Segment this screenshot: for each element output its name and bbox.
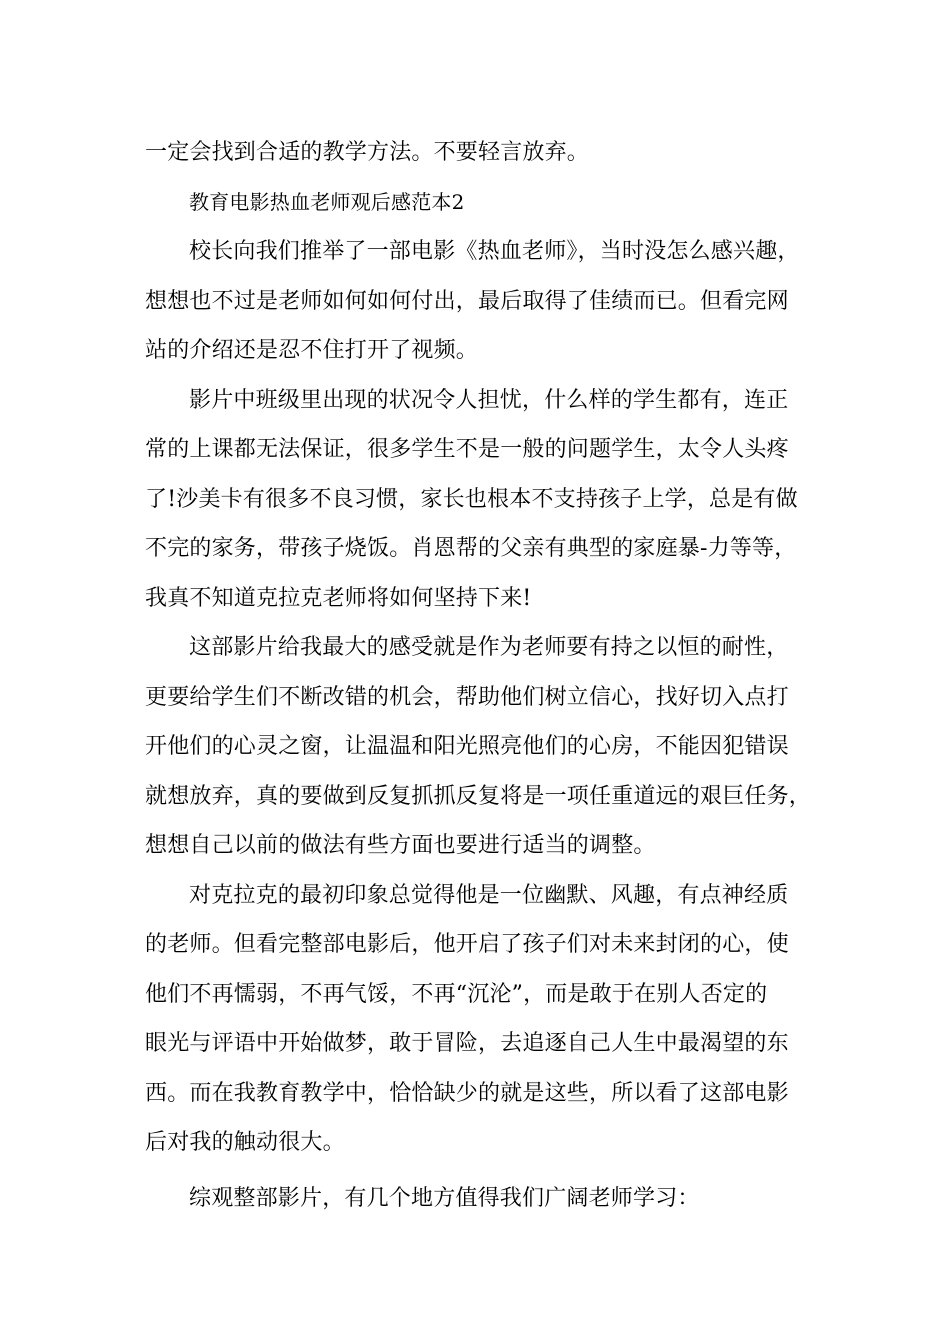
text-line: 眼光与评语中开始做梦，敢于冒险，去追逐自己人生中最渴望的东 — [145, 1031, 789, 1056]
text-line: 影片中班级里出现的状况令人担忧，什么样的学生都有，连正 — [189, 387, 789, 413]
text-line: 站的介绍还是忍不住打开了视频。 — [145, 338, 479, 363]
text-line: 我真不知道克拉克老师将如何坚持下来! — [145, 585, 532, 611]
text-line: 了!沙美卡有很多不良习惯，家长也根本不支持孩子上学，总是有做 — [145, 486, 798, 512]
text-line: 对克拉克的最初印象总觉得他是一位幽默、风趣，有点神经质 — [189, 882, 789, 908]
text-line: 他们不再懦弱，不再气馁，不再“沉沦”，而是敢于在别人否定的 — [145, 981, 768, 1007]
text-line: 更要给学生们不断改错的机会，帮助他们树立信心，找好切入点打 — [145, 684, 789, 710]
text-line: 这部影片给我最大的感受就是作为老师要有持之以恒的耐性， — [189, 635, 789, 660]
section-heading: 教育电影热血老师观后感范本2 — [189, 189, 465, 214]
text-line: 不完的家务，带孩子烧饭。肖恩帮的父亲有典型的家庭暴-力等等， — [145, 536, 797, 561]
document-body — [145, 128, 835, 1223]
text-line: 综观整部影片，有几个地方值得我们广阔老师学习： — [189, 1185, 700, 1211]
text-line: 开他们的心灵之窗，让温温和阳光照亮他们的心房，不能因犯错误 — [145, 734, 789, 759]
text-line: 想想自己以前的做法有些方面也要进行适当的调整。 — [145, 833, 656, 858]
text-line: 就想放弃，真的要做到反复抓抓反复将是一项任重道远的艰巨任务， — [145, 783, 812, 809]
text-line: 一定会找到合适的教学方法。不要轻言放弃。 — [145, 140, 590, 165]
text-line: 的老师。但看完整部电影后，他开启了孩子们对未来封闭的心，使 — [145, 932, 789, 957]
text-line: 常的上课都无法保证，很多学生不是一般的问题学生，太令人头疼 — [145, 437, 789, 462]
text-line: 后对我的触动很大。 — [145, 1130, 345, 1155]
text-line: 西。而在我教育教学中，恰恰缺少的就是这些，所以看了这部电影 — [145, 1080, 789, 1106]
text-line: 校长向我们推举了一部电影《热血老师》，当时没怎么感兴趣， — [189, 239, 800, 264]
text-line: 想想也不过是老师如何如何付出，最后取得了佳绩而已。但看完网 — [145, 288, 789, 314]
